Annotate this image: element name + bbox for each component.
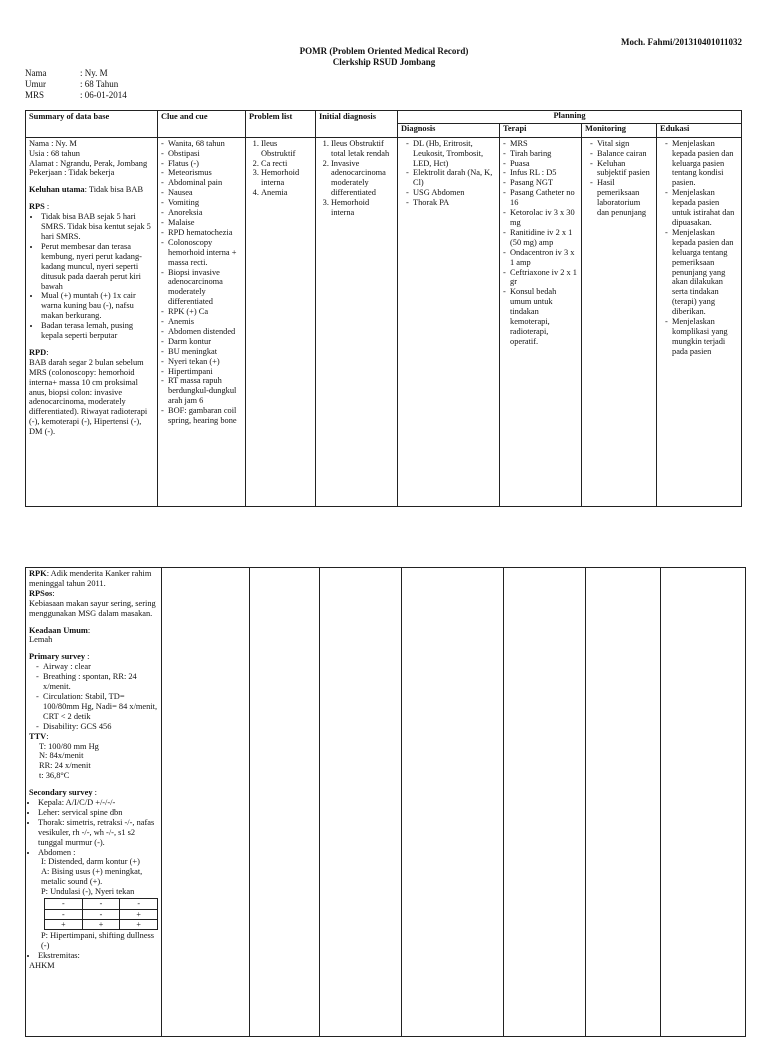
list-item: • Perut membesar dan terasa kembung, nyeri perut kadang-kadang muncul, nyeri seperti ditusuk pada daerah perut kiri bawah xyxy=(41,242,154,292)
abdomen-auscultation: A: Bising usus (+) meningkat, metalic sound (+). xyxy=(41,867,143,887)
secondary-list xyxy=(29,798,158,961)
document-title: POMR (Problem Oriented Medical Record) xyxy=(299,46,469,56)
rpk-text: : Adik menderita Kanker rahim meninggal tahun 2011. xyxy=(29,569,152,588)
list-item: - RPD hematochezia xyxy=(168,228,242,238)
grid-cell: + xyxy=(120,909,158,919)
grid-cell: - xyxy=(45,899,83,909)
monitoring-list xyxy=(585,139,653,218)
grid-cell: - xyxy=(82,909,120,919)
list-item: - Hasil pemeriksaan laboratorium dan penunjang xyxy=(597,178,653,218)
identity-label: Umur xyxy=(25,78,46,89)
list-item: - Puasa xyxy=(510,159,578,169)
list-item: - Anoreksia xyxy=(168,208,242,218)
list-item xyxy=(38,848,158,952)
empty-cell xyxy=(250,568,320,1037)
list-item: - Disability: GCS 456 xyxy=(43,722,158,732)
col-monitoring-header: Monitoring xyxy=(582,124,657,137)
summary-pekerjaan: Pekerjaan : Tidak bekerja xyxy=(29,168,115,178)
rpsos-label: RPSos xyxy=(29,588,53,598)
list-item: - Anemis xyxy=(168,317,242,327)
list-item: - Biopsi invasive adenocarcinoma moderately differentiated xyxy=(168,268,242,308)
list-item: 1. Ileus Obstruktif total letak rendah xyxy=(331,139,394,159)
summary-cell-continued xyxy=(26,568,162,1037)
list-item: - Infus RL : D5 xyxy=(510,168,578,178)
list-item: - Nyeri tekan (+) xyxy=(168,357,242,367)
identity-value: : 06-01-2014 xyxy=(80,89,127,100)
diagnosis-cell xyxy=(398,137,500,506)
col-diagnosis-header: Diagnosis xyxy=(398,124,500,137)
list-item: 1. Ileus Obstruktif xyxy=(261,139,312,159)
problem-list xyxy=(249,139,312,198)
abdomen-palpation: P: Undulasi (-), Nyeri tekan xyxy=(41,887,135,897)
rpd-colon: : xyxy=(46,347,49,357)
list-item: - Nausea xyxy=(168,188,242,198)
list-item: 4. Anemia xyxy=(261,188,312,198)
list-item: • Thorak: simetris, retraksi -/-, nafas vesikuler, rh -/-, wh -/-, s1 s2 tunggal murmur (-). xyxy=(38,818,158,848)
grid-cell: + xyxy=(120,919,158,929)
keluhan-utama xyxy=(29,185,154,195)
list-item: - RT massa rapuh berdungkul-dungkul arah jam 6 xyxy=(168,376,242,406)
grid-cell: + xyxy=(82,919,120,929)
summary-cell xyxy=(26,137,158,506)
ttv-item: T: 100/80 mm Hg xyxy=(39,741,99,751)
rps-label: RPS xyxy=(29,202,45,212)
list-item: - Pasang NGT xyxy=(510,178,578,188)
pomr-table-continued xyxy=(25,567,746,1037)
list-item: 3. Hemorhoid interna xyxy=(261,168,312,188)
list-item: - Keluhan subjektif pasien xyxy=(597,159,653,179)
list-item: - Vital sign xyxy=(597,139,653,149)
ku-colon: : xyxy=(87,625,91,635)
terapi-list xyxy=(503,139,578,347)
list-item: - Menjelaskan kepada pasien dan keluarga tentang pemeriksaan penunjang yang akan dilakukan serta tindakan (terapi) yang diberikan. xyxy=(672,228,738,317)
empty-cell xyxy=(661,568,746,1037)
list-item: - Tirah baring xyxy=(510,149,578,159)
list-item: - Ceftriaxone iv 2 x 1 gr xyxy=(510,268,578,288)
ttv-item: RR: 24 x/menit xyxy=(39,761,91,771)
summary-nama: Nama : Ny. M xyxy=(29,138,77,148)
list-item: - Airway : clear xyxy=(43,662,158,672)
ttv-heading xyxy=(29,732,158,742)
identity-label: MRS xyxy=(25,89,45,100)
monitoring-cell xyxy=(582,137,657,506)
primary-label: Primary survey xyxy=(29,652,86,662)
list-item: • Badan terasa lemah, pusing kepala seperti berputar xyxy=(41,321,154,341)
col-summary-header: Summary of data base xyxy=(26,111,158,138)
list-item: 3. Hemorhoid interna xyxy=(331,198,394,218)
primary-heading xyxy=(29,652,158,662)
initial-dx-list xyxy=(319,139,394,218)
empty-cell xyxy=(504,568,586,1037)
list-item: - Obstipasi xyxy=(168,149,242,159)
list-item: - Vomiting xyxy=(168,198,242,208)
empty-cell xyxy=(320,568,402,1037)
summary-usia: Usia : 68 tahun xyxy=(29,148,80,158)
list-item: - Menjelaskan komplikasi yang mungkin terjadi pada pasien xyxy=(672,317,738,357)
rpd-text: BAB darah segar 2 bulan sebelum MRS (colonoscopy: hemorhoid interna+ massa 10 cm proksimal anus, biopsi colon: invasive adenocarcinoma, moderately differentiated). Riwayat radioterapi (-), kemoterapi (-), Hipertensi (-), DM (-). xyxy=(29,357,148,437)
terapi-cell xyxy=(500,137,582,506)
patient-identity xyxy=(25,68,127,100)
list-item: - Elektrolit darah (Na, K, Cl) xyxy=(413,168,496,188)
list-item: - Colonoscopy hemorhoid interna + massa recti. xyxy=(168,238,242,268)
rpsos-text: Kebiasaan makan sayur sering, sering menggunakan MSG dalam masakan. xyxy=(29,598,156,618)
list-item: - Menjelaskan kepada pasien untuk istirahat dan dipuasakan. xyxy=(672,188,738,228)
summary-alamat: Alamat : Ngrandu, Perak, Jombang xyxy=(29,158,148,168)
list-item: - Wanita, 68 tahun xyxy=(168,139,242,149)
col-clue-header: Clue and cue xyxy=(158,111,246,138)
list-item: - RPK (+) Ca xyxy=(168,307,242,317)
identity-value: : 68 Tahun xyxy=(80,78,119,89)
list-item: - MRS xyxy=(510,139,578,149)
rps-heading xyxy=(29,202,154,212)
akhm-label: AHKM xyxy=(29,961,55,971)
list-item: 2. Invasive adenocarcinoma moderately differentiated xyxy=(331,159,394,199)
list-item: - Abdomen distended xyxy=(168,327,242,337)
rpd-heading xyxy=(29,348,154,358)
list-item: - Flatus (-) xyxy=(168,159,242,169)
rpk-label: RPK xyxy=(29,569,47,578)
rpsos-colon: : xyxy=(52,588,55,598)
list-item: 2. Ca recti xyxy=(261,159,312,169)
rpsos-heading xyxy=(29,589,158,599)
list-item: - Konsul bedah umum untuk tindakan kemoterapi, radioterapi, operatif. xyxy=(510,287,578,346)
list-item: - Pasang Catheter no 16 xyxy=(510,188,578,208)
ttv-values xyxy=(29,742,158,782)
col-initial-header: Initial diagnosis xyxy=(316,111,398,138)
ttv-colon: : xyxy=(46,731,49,741)
list-item: • Leher: servical spine dbn xyxy=(38,808,158,818)
list-item: - Ketorolac iv 3 x 30 mg xyxy=(510,208,578,228)
edukasi-cell xyxy=(657,137,742,506)
col-terapi-header: Terapi xyxy=(500,124,582,137)
list-item: - BOF: gambaran coil spring, hearing bone xyxy=(168,406,242,426)
list-item: • Mual (+) muntah (+) 1x cair warna kuning bau (-), nafsu makan berkurang. xyxy=(41,291,154,321)
list-item: - Thorak PA xyxy=(413,198,496,208)
list-item: - Malaise xyxy=(168,218,242,228)
col-problem-header: Problem list xyxy=(246,111,316,138)
list-item: - Abdominal pain xyxy=(168,178,242,188)
keluhan-label: Keluhan utama xyxy=(29,185,85,195)
grid-cell: - xyxy=(45,909,83,919)
list-item: - Circulation: Stabil, TD= 100/80mm Hg, Nadi= 84 x/menit, CRT < 2 detik xyxy=(43,692,158,722)
abdomen-percussion: P: Hipertimpani, shifting dullness (-) xyxy=(41,931,155,951)
pomr-table xyxy=(25,110,742,507)
list-item: - Ondacentron iv 3 x 1 amp xyxy=(510,248,578,268)
grid-cell: - xyxy=(82,899,120,909)
ku-text: Lemah xyxy=(29,635,53,645)
secondary-heading xyxy=(29,788,158,798)
rps-list xyxy=(29,212,154,341)
ku-label: Keadaan Umum xyxy=(29,625,88,635)
ttv-item: N: 84x/menit xyxy=(39,751,84,761)
keluhan-text: : Tidak bisa BAB xyxy=(84,185,144,195)
empty-cell xyxy=(586,568,661,1037)
diagnosis-list xyxy=(401,139,496,208)
grid-cell: - xyxy=(120,899,158,909)
rpk-line xyxy=(29,569,158,589)
list-item: - Breathing : spontan, RR: 24 x/menit. xyxy=(43,672,158,692)
list-item: - Darm kontur xyxy=(168,337,242,347)
list-item: • Kepala: A/I/C/D +/-/-/- xyxy=(38,798,158,808)
list-item: - BU meningkat xyxy=(168,347,242,357)
list-item: - Meteorismus xyxy=(168,168,242,178)
rpd-label: RPD xyxy=(29,347,47,357)
primary-list xyxy=(29,662,158,731)
clue-cell xyxy=(158,137,246,506)
rps-colon: : xyxy=(44,202,50,212)
abdomen-inspection: I: Distended, darm kontur (+) xyxy=(41,857,140,867)
abdomen-detail xyxy=(38,857,158,897)
primary-colon: : xyxy=(85,652,90,662)
list-item: - DL (Hb, Eritrosit, Leukosit, Trombosit, LED, Hct) xyxy=(413,139,496,169)
ttv-item: t: 36,8°C xyxy=(39,771,70,781)
abdomen-label: Abdomen : xyxy=(38,847,76,857)
secondary-label: Secondary survey xyxy=(29,788,93,798)
col-edukasi-header: Edukasi xyxy=(657,124,742,137)
ku-heading xyxy=(29,626,158,636)
list-item: - Balance cairan xyxy=(597,149,653,159)
empty-cell xyxy=(402,568,504,1037)
secondary-colon: : xyxy=(94,788,97,798)
col-planning-header: Planning xyxy=(398,111,742,124)
edukasi-list xyxy=(660,139,738,357)
initial-dx-cell xyxy=(316,137,398,506)
list-item: - USG Abdomen xyxy=(413,188,496,198)
document-subtitle: Clerkship RSUD Jombang xyxy=(332,57,436,67)
list-item: - Hipertimpani xyxy=(168,367,242,377)
empty-cell xyxy=(162,568,250,1037)
problem-cell xyxy=(246,137,316,506)
clue-list xyxy=(161,139,242,426)
identity-label: Nama xyxy=(25,68,47,78)
grid-cell: + xyxy=(45,919,83,929)
list-item: • Tidak bisa BAB sejak 5 hari SMRS. Tidak bisa kentut sejak 5 hari SMRS. xyxy=(41,212,154,242)
author-id: Moch. Fahmi/201310401011032 xyxy=(621,37,742,47)
tenderness-grid xyxy=(44,898,158,930)
identity-value: : Ny. M xyxy=(80,68,108,78)
list-item: - Ranitidine iv 2 x 1 (50 mg) amp xyxy=(510,228,578,248)
list-item: - Menjelaskan kepada pasien dan keluarga pasien tentang kondisi pasien. xyxy=(672,139,738,189)
ttv-label: TTV xyxy=(29,731,47,741)
list-item: • Ekstremitas: xyxy=(38,951,158,961)
